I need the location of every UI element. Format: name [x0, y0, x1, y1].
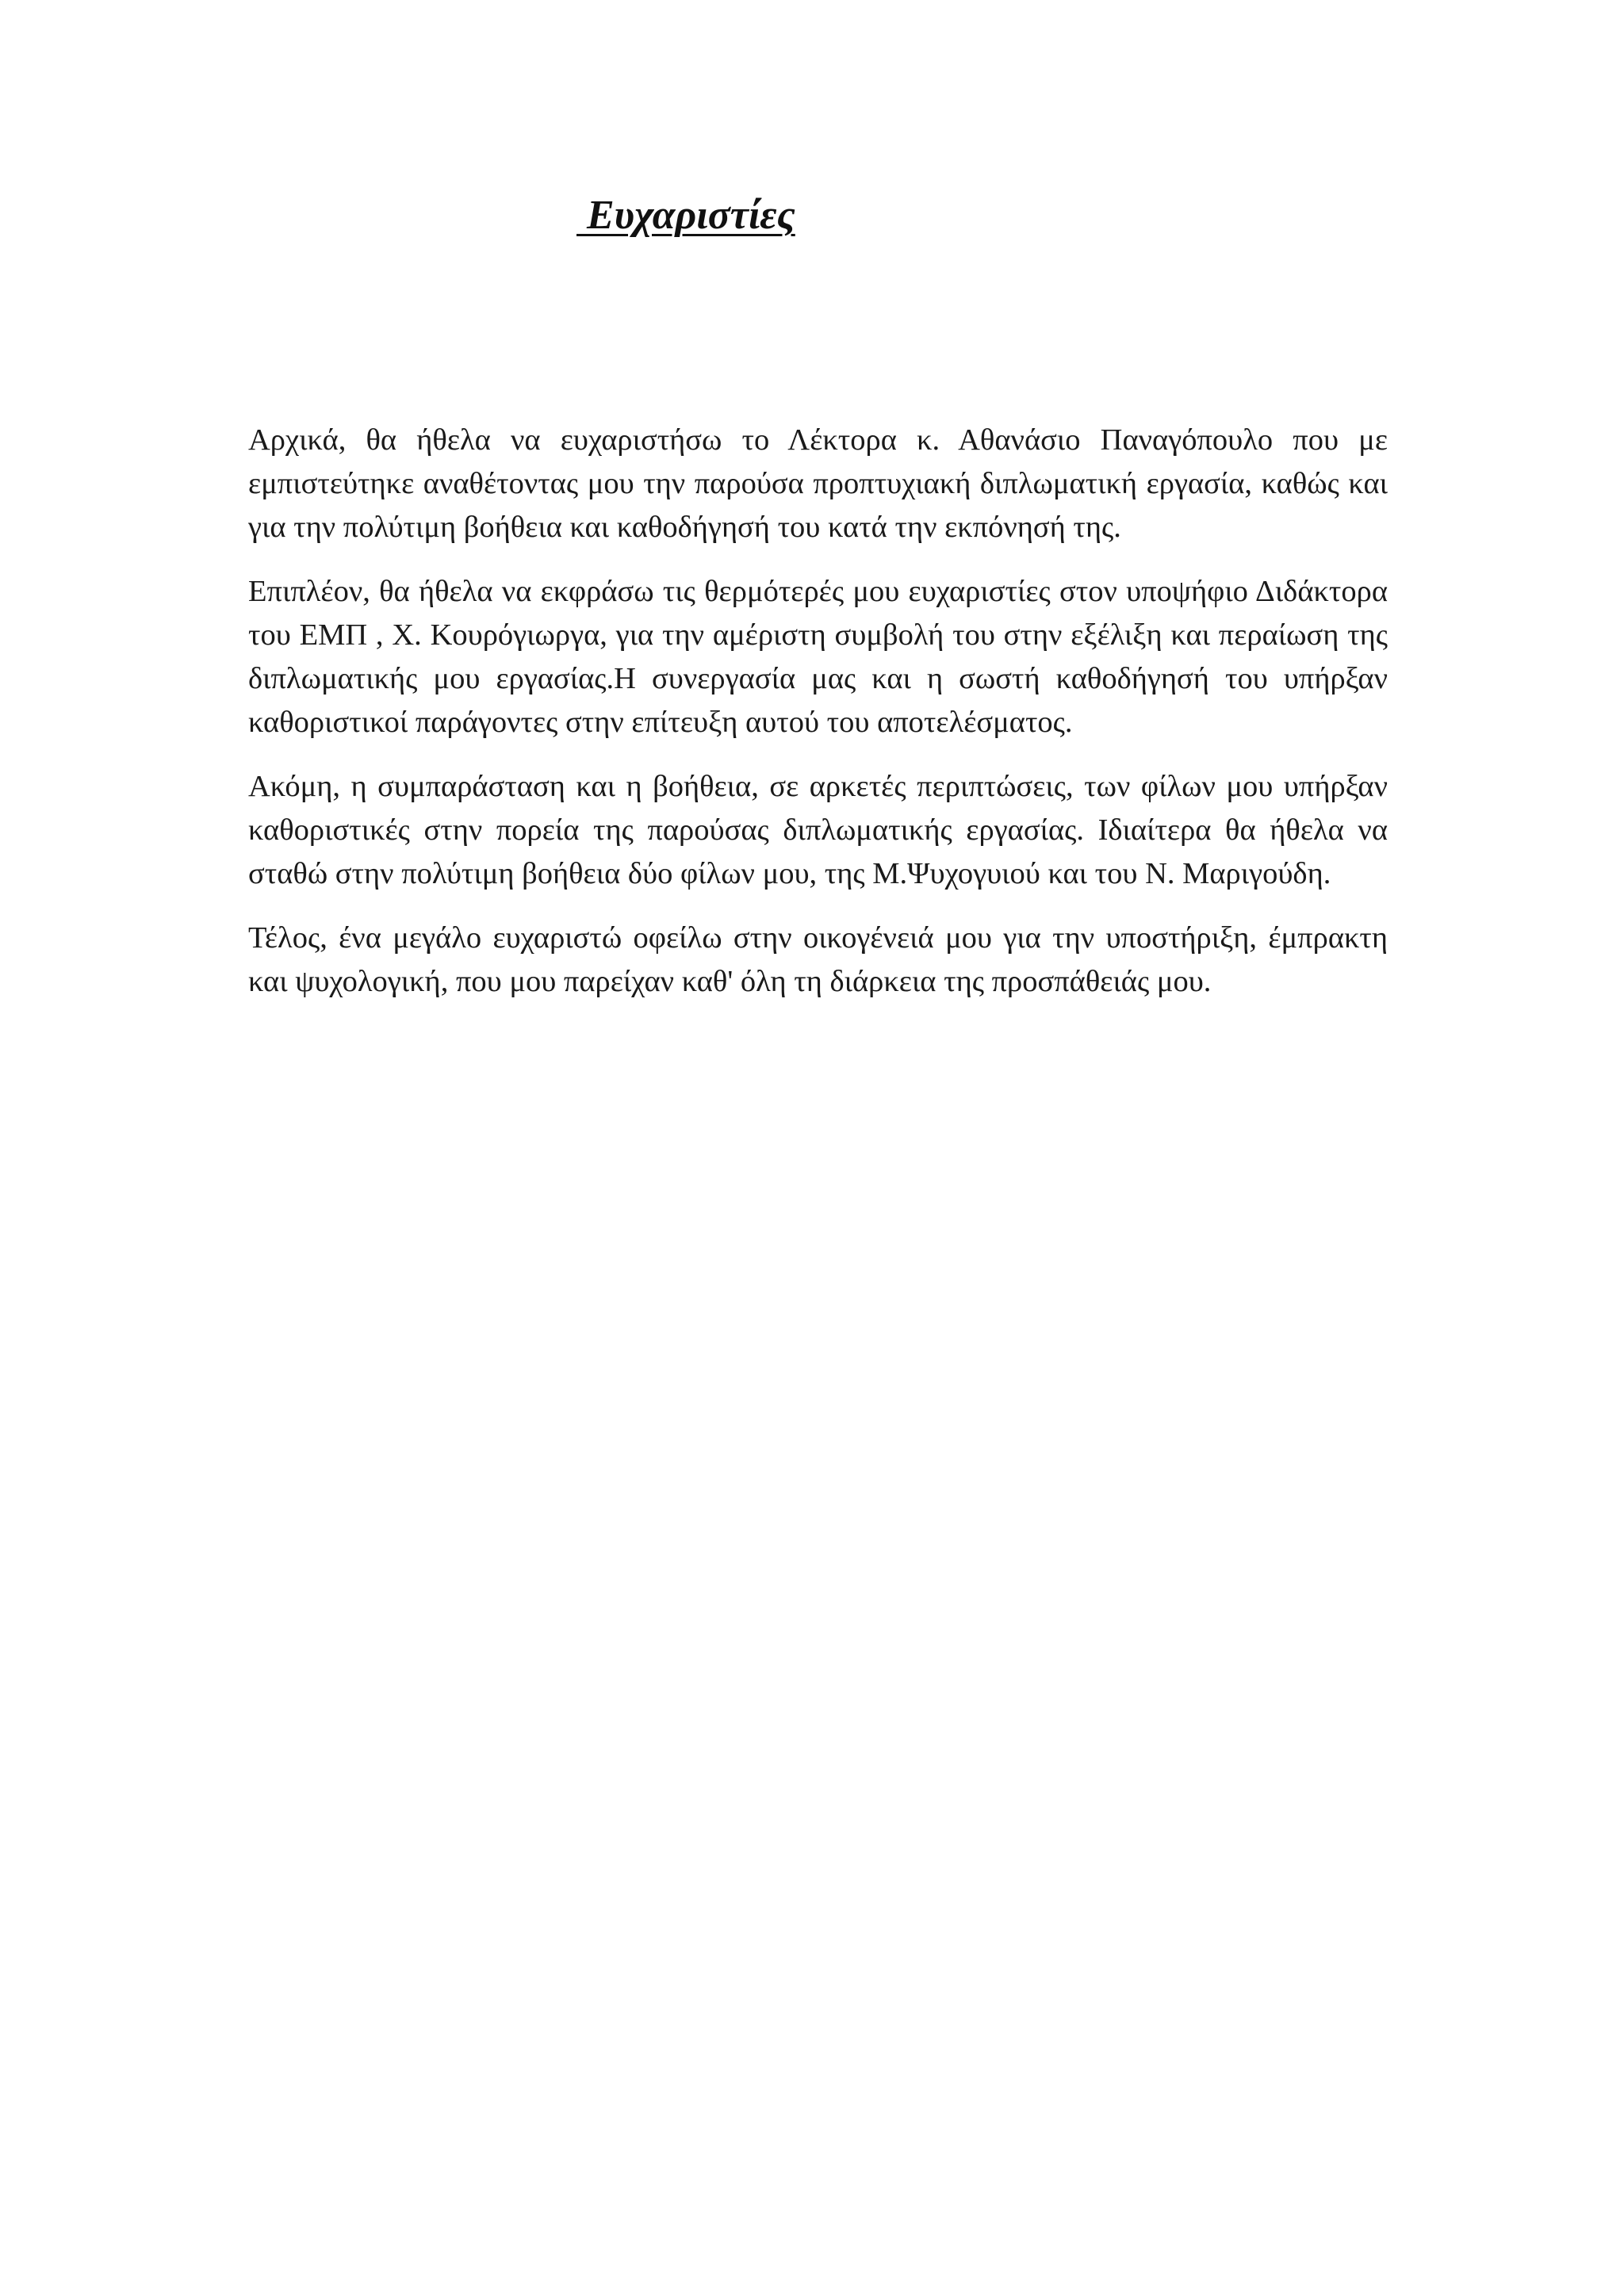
paragraph-intro: Αρχικά, θα ήθελα να ευχαριστήσω το Λέκτορα κ. Αθανάσιο Παναγόπουλο που με εμπιστεύτηκε αναθέτοντας μου την παρούσα προπτυχιακή διπλωματική εργασία, καθώς και για την πολύτιμη βοήθεια και καθοδήγησή του κατά την εκπόνησή της.	[248, 423, 1388, 544]
paragraph-family: Τέλος, ένα μεγάλο ευχαριστώ οφείλω στην οικογένειά μου για την υποστήριξη, έμπρακτη και ψυχολογική, που μου παρείχαν καθ' όλη τη διάρκεια της προσπάθειάς μου.	[248, 921, 1388, 998]
paragraph-phd-candidate: Επιπλέον, θα ήθελα να εκφράσω τις θερμότερές μου ευχαριστίες στον υποψήφιο Διδάκτορα του ΕΜΠ , Χ. Κουρόγιωργα, για την αμέριστη συμβολή του στην εξέλιξη και περαίωση της διπλωματικής μου εργασίας.Η συνεργασία μας και η σωστή καθοδήγησή του υπήρξαν καθοριστικοί παράγοντες στην επίτευξη αυτού του αποτελέσματος.	[248, 575, 1388, 739]
page-title: Ευχαριστίες	[576, 193, 795, 238]
acknowledgements-body	[248, 419, 1388, 1004]
paragraph-friends: Ακόμη, η συμπαράσταση και η βοήθεια, σε αρκετές περιπτώσεις, των φίλων μου υπήρξαν καθοριστικές στην πορεία της παρούσας διπλωματικής εργασίας. Ιδιαίτερα θα ήθελα να σταθώ στην πολύτιμη βοήθεια δύο φίλων μου, της Μ.Ψυχογυιού και του Ν. Μαριγούδη.	[248, 770, 1388, 890]
